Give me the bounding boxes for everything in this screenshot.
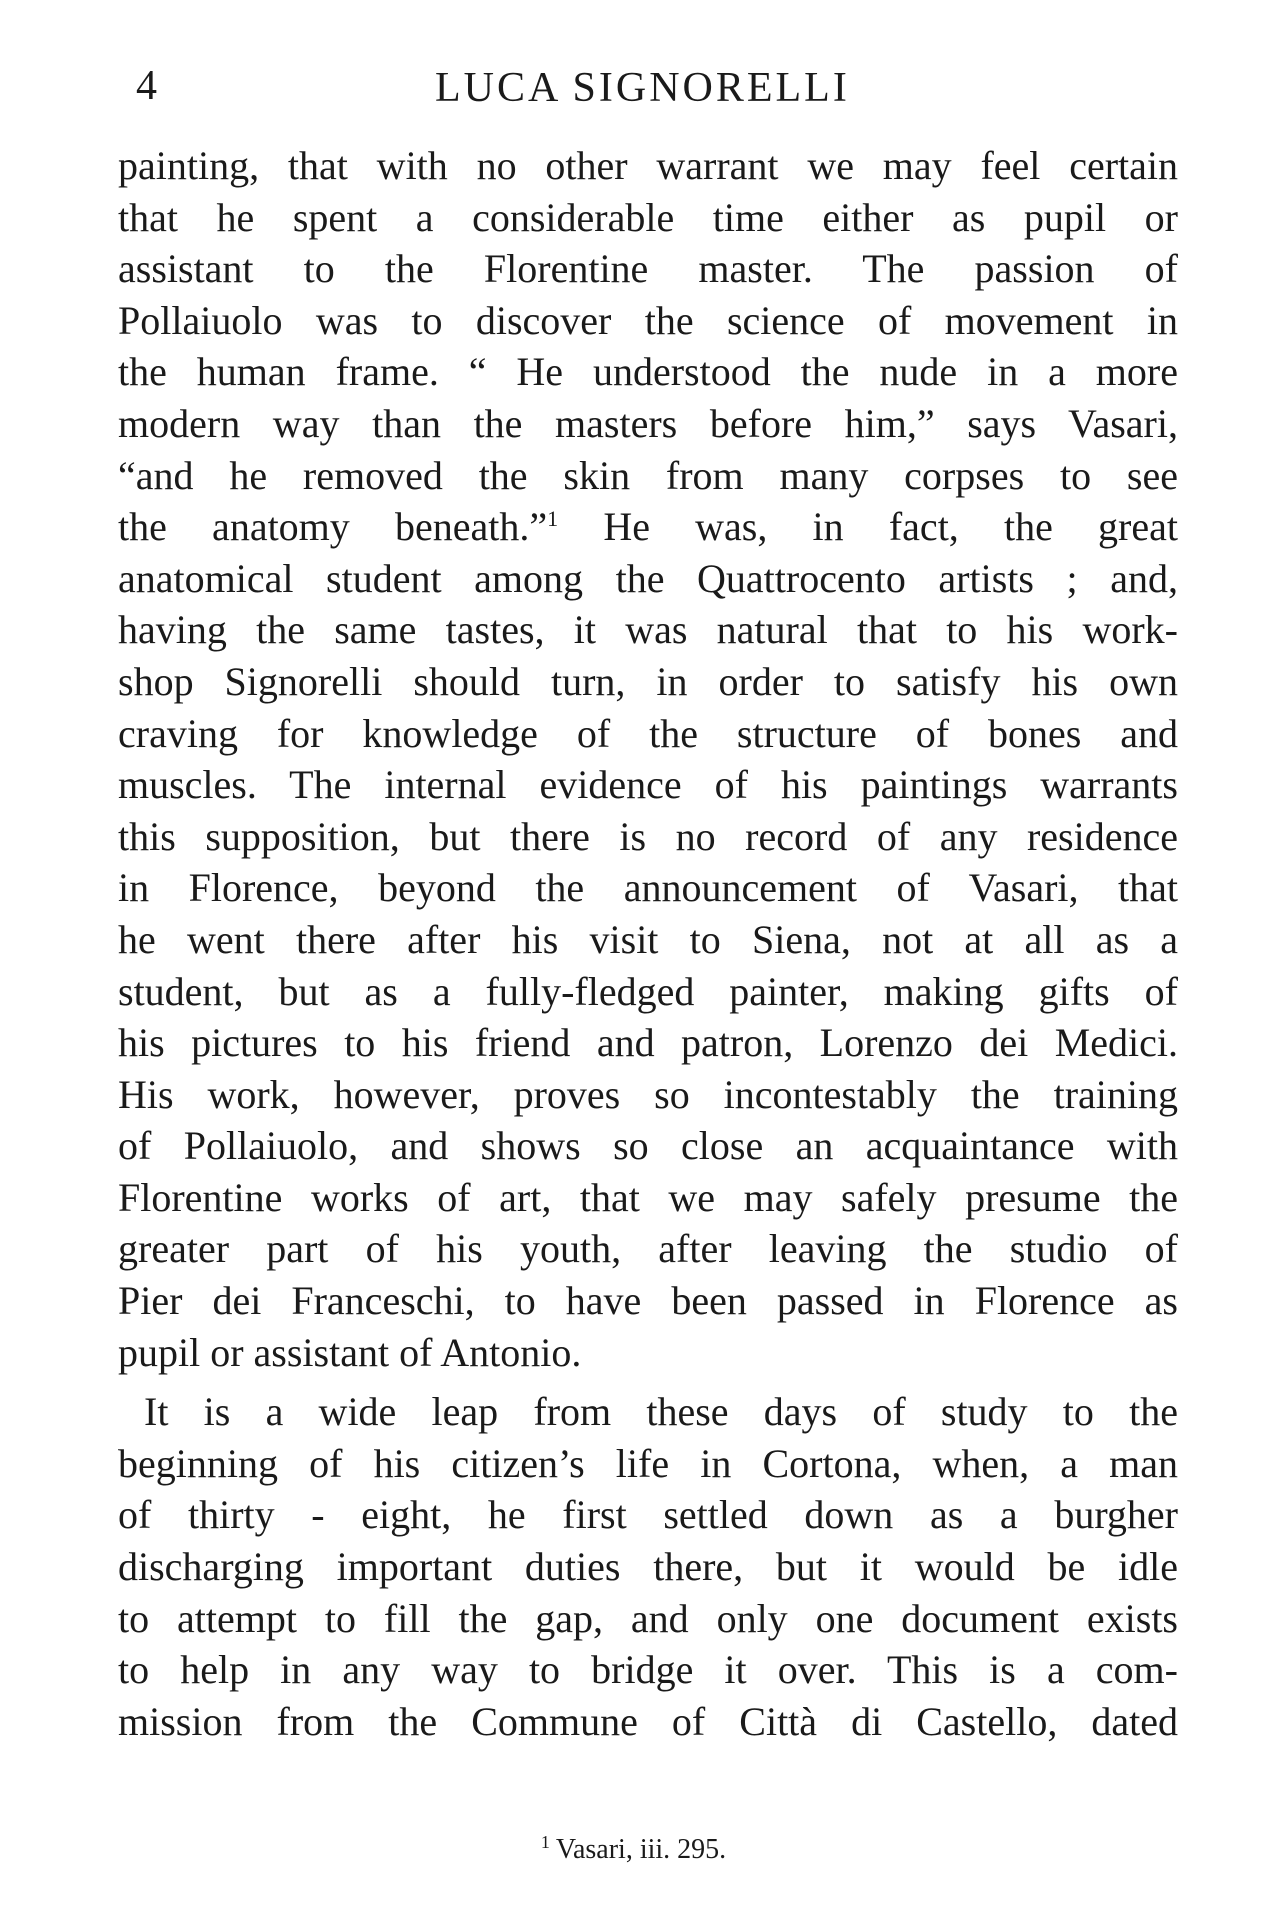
paragraph-gap	[118, 1378, 1178, 1386]
text-line: he went there after his visit to Siena, not at all as a	[118, 916, 1178, 962]
text-line: assistant to the Florentine master. The passion of	[118, 246, 1178, 292]
footnote	[0, 1832, 1267, 1866]
text-segment: He was, in fact, the great	[558, 504, 1178, 550]
text-line: to help in any way to bridge it over. This is a com-	[118, 1647, 1178, 1693]
text-line: discharging important duties there, but it would be idle	[118, 1544, 1178, 1590]
page-number: 4	[136, 63, 158, 109]
text-line: this supposition, but there is no record of any residence	[118, 813, 1178, 859]
text-line: His work, however, proves so incontestably the training	[118, 1071, 1178, 1117]
text-segment: the anatomy beneath.”	[118, 504, 548, 550]
text-line: Florentine works of art, that we may safely presume the	[118, 1174, 1178, 1220]
text-line: beginning of his citizen’s life in Cortona, when, a man	[118, 1440, 1178, 1486]
text-line: of Pollaiuolo, and shows so close an acquaintance with	[118, 1123, 1178, 1169]
running-head: LUCA SIGNORELLI	[435, 65, 850, 111]
text-line: his pictures to his friend and patron, Lorenzo dei Medici.	[118, 1020, 1178, 1066]
text-line: “and he removed the skin from many corpses to see	[118, 452, 1178, 498]
text-line: mission from the Commune of Città di Castello, dated	[118, 1698, 1178, 1744]
footnote-text: Vasari, iii. 295.	[555, 1834, 727, 1865]
paragraph-1	[118, 140, 1178, 1378]
text-line: It is a wide leap from these days of study to the	[144, 1389, 1178, 1435]
text-line: shop Signorelli should turn, in order to satisfy his own	[118, 658, 1178, 704]
body-text	[118, 140, 1178, 1747]
text-line: pupil or assistant of Antonio.	[118, 1329, 582, 1375]
text-line: painting, that with no other warrant we may feel certain	[118, 143, 1178, 188]
text-line: anatomical student among the Quattrocento artists ; and,	[118, 555, 1178, 601]
paragraph-2	[118, 1386, 1178, 1747]
text-line: muscles. The internal evidence of his paintings warrants	[118, 762, 1178, 808]
text-line: in Florence, beyond the announcement of Vasari, that	[118, 865, 1178, 911]
text-line: to attempt to fill the gap, and only one document exists	[118, 1595, 1178, 1641]
footnote-mark: 1	[540, 1832, 550, 1852]
text-line: Pier dei Franceschi, to have been passed in Florence as	[118, 1278, 1178, 1324]
text-line: the human frame. “ He understood the nude in a more	[118, 349, 1178, 395]
text-line: student, but as a fully-fledged painter, making gifts of	[118, 968, 1178, 1014]
text-line: that he spent a considerable time either as pupil or	[118, 194, 1178, 240]
text-line: craving for knowledge of the structure of bones and	[118, 710, 1178, 756]
text-line: greater part of his youth, after leaving the studio of	[118, 1226, 1178, 1272]
footnote-reference: 1	[547, 506, 559, 532]
text-line: of thirty - eight, he first settled down as a burgher	[118, 1492, 1178, 1538]
text-line: having the same tastes, it was natural that to his work-	[118, 607, 1178, 653]
text-line: modern way than the masters before him,” says Vasari,	[118, 400, 1178, 446]
page-header	[130, 62, 1170, 122]
text-line: Pollaiuolo was to discover the science of movement in	[118, 297, 1178, 343]
text-line-with-footnote-ref	[118, 501, 1178, 553]
